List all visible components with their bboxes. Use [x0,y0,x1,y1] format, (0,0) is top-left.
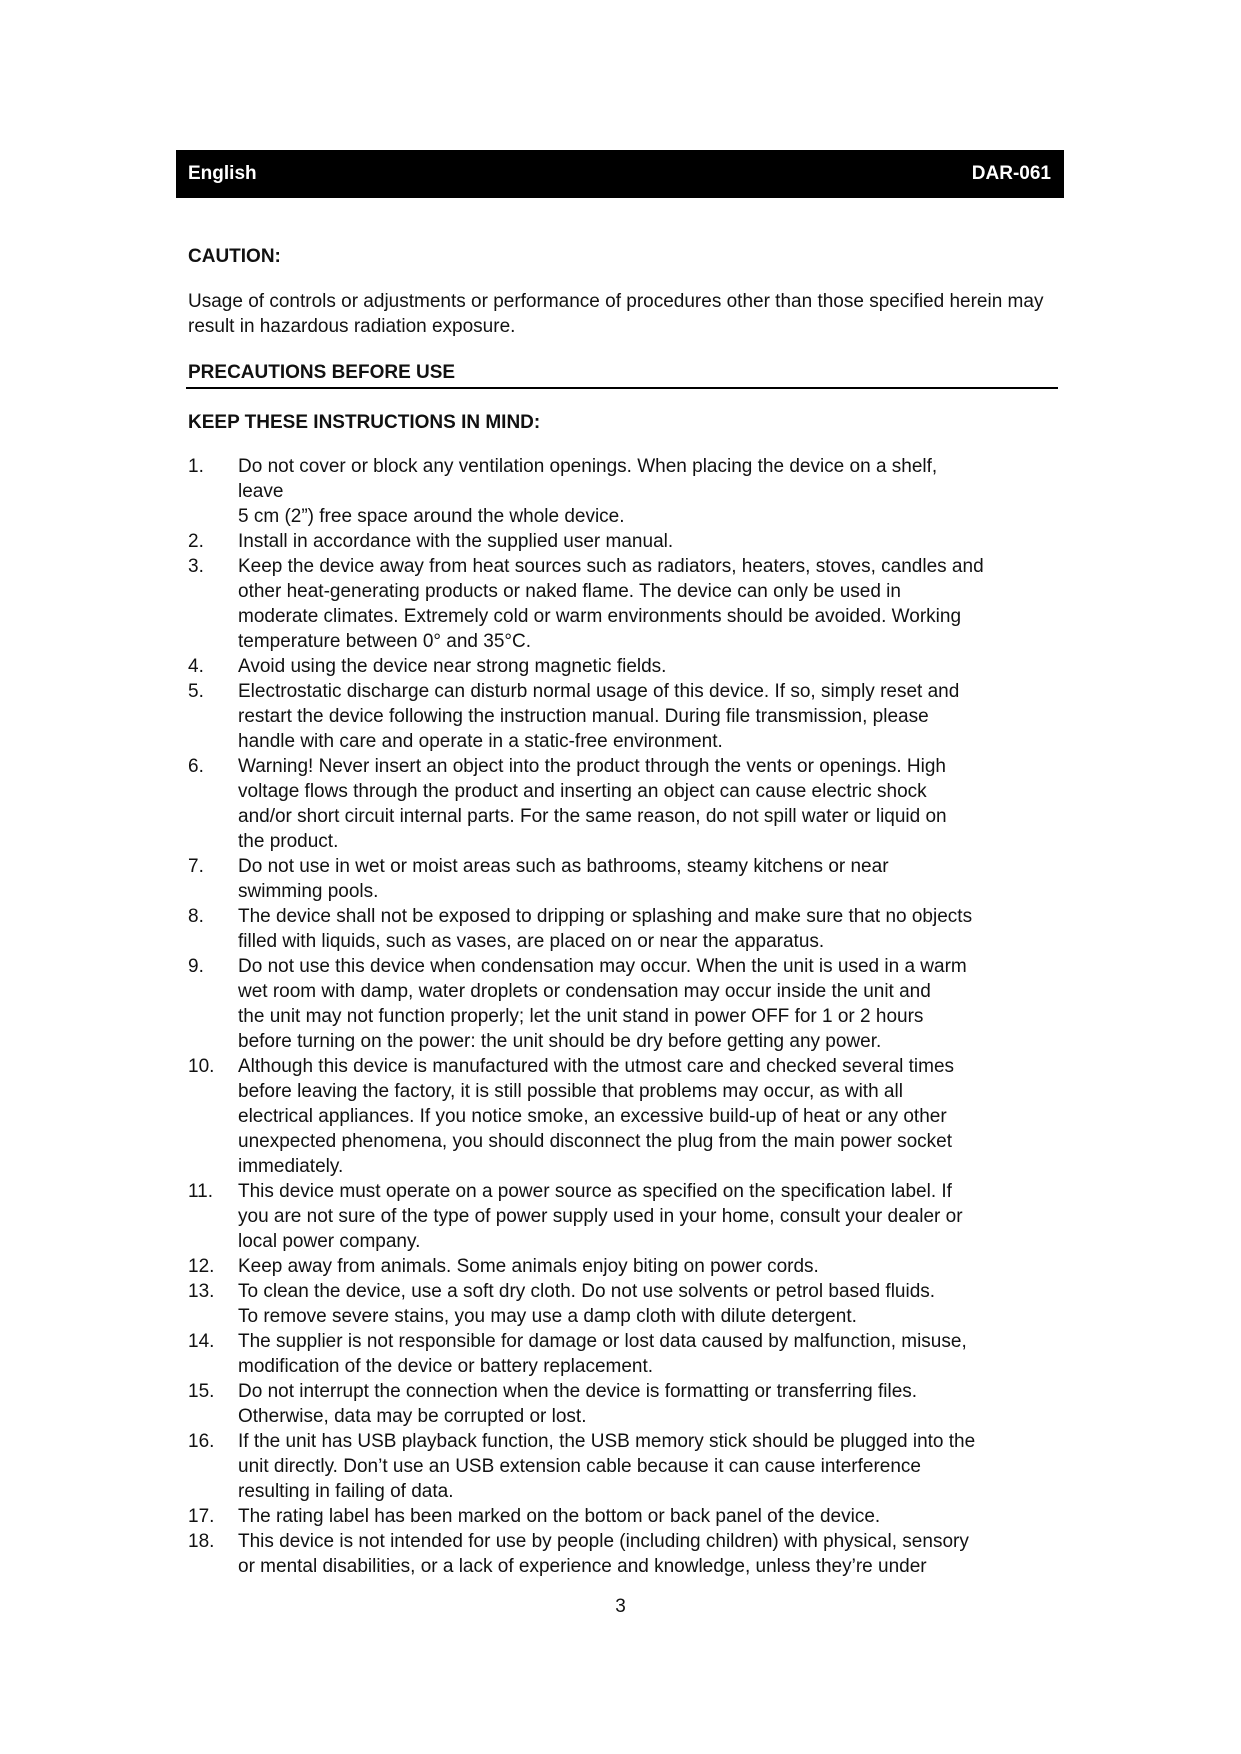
list-item [188,554,1068,654]
list-item-number: 6. [188,756,204,777]
list-item-line: before turning on the power: the unit should be dry before getting any power. [238,1031,882,1052]
list-item-line: swimming pools. [238,881,379,902]
list-item-number: 11. [188,1181,214,1202]
list-item [188,1529,1068,1579]
list-item-line: local power company. [238,1231,421,1252]
list-item-line: Do not use this device when condensation may occur. When the unit is used in a warm [238,956,967,977]
list-item-number: 1. [188,456,204,477]
list-item-number: 3. [188,556,204,577]
list-item [188,1329,1068,1379]
list-item-line: and/or short circuit internal parts. For the same reason, do not spill water or liquid on [238,806,947,827]
instructions-subheading: KEEP THESE INSTRUCTIONS IN MIND: [188,412,541,433]
list-item-number: 13. [188,1281,215,1302]
list-item-line: resulting in failing of data. [238,1481,454,1502]
list-item-line: or mental disabilities, or a lack of experience and knowledge, unless they’re under [238,1556,927,1577]
list-item [188,654,1068,679]
list-item-line: The supplier is not responsible for damage or lost data caused by malfunction, misuse, [238,1331,967,1352]
list-item [188,904,1068,954]
list-item-line: Warning! Never insert an object into the product through the vents or openings. High [238,756,946,777]
list-item-line: the product. [238,831,339,852]
list-item-line: Electrostatic discharge can disturb normal usage of this device. If so, simply reset and [238,681,960,702]
list-item-number: 8. [188,906,204,927]
list-item-line: filled with liquids, such as vases, are placed on or near the apparatus. [238,931,825,952]
list-item-line: restart the device following the instruction manual. During file transmission, please [238,706,929,727]
list-item [188,529,1068,554]
list-item-line: unexpected phenomena, you should disconnect the plug from the main power socket [238,1131,953,1152]
list-item-number: 4. [188,656,204,677]
list-item-line: Keep the device away from heat sources such as radiators, heaters, stoves, candles and [238,556,984,577]
list-item-line: you are not sure of the type of power supply used in your home, consult your dealer or [238,1206,963,1227]
list-item-line: before leaving the factory, it is still possible that problems may occur, as with all [238,1081,903,1102]
list-item [188,1429,1068,1504]
list-item-line: modification of the device or battery replacement. [238,1356,654,1377]
list-item [188,1379,1068,1429]
list-item [188,854,1068,904]
list-item [188,1179,1068,1254]
list-item-line: Install in accordance with the supplied user manual. [238,531,674,552]
list-item-line: the unit may not function properly; let the unit stand in power OFF for 1 or 2 hours [238,1006,924,1027]
list-item-line: Keep away from animals. Some animals enjoy biting on power cords. [238,1256,819,1277]
list-item-line: unit directly. Don’t use an USB extension cable because it can cause interference [238,1456,921,1477]
list-item-line: Otherwise, data may be corrupted or lost. [238,1406,587,1427]
instructions-list [188,454,1068,1579]
precautions-heading: PRECAUTIONS BEFORE USE [186,360,1058,389]
list-item-line: The rating label has been marked on the bottom or back panel of the device. [238,1506,881,1527]
list-item-number: 16. [188,1431,215,1452]
list-item-number: 17. [188,1506,215,1527]
list-item [188,679,1068,754]
list-item-line: leave [238,481,284,502]
list-item-line: immediately. [238,1156,344,1177]
list-item-line: Do not use in wet or moist areas such as bathrooms, steamy kitchens or near [238,856,889,877]
list-item [188,1254,1068,1279]
list-item [188,754,1068,854]
list-item-line: Avoid using the device near strong magnetic fields. [238,656,667,677]
list-item-line: Although this device is manufactured with the utmost care and checked several times [238,1056,955,1077]
list-item-line: 5 cm (2”) free space around the whole device. [238,506,625,527]
caution-text: Usage of controls or adjustments or performance of procedures other than those specified herein may result in hazardous radiation exposure. [188,291,1044,337]
list-item-number: 12. [188,1256,215,1277]
list-item-number: 7. [188,856,204,877]
list-item [188,454,1068,529]
list-item-line: If the unit has USB playback function, the USB memory stick should be plugged into the [238,1431,976,1452]
list-item-line: To clean the device, use a soft dry cloth. Do not use solvents or petrol based fluids. [238,1281,936,1302]
list-item-number: 18. [188,1531,215,1552]
list-item [188,1054,1068,1179]
list-item-line: electrical appliances. If you notice smoke, an excessive build-up of heat or any other [238,1106,947,1127]
list-item-line: moderate climates. Extremely cold or warm environments should be avoided. Working [238,606,962,627]
list-item-line: To remove severe stains, you may use a damp cloth with dilute detergent. [238,1306,857,1327]
list-item-number: 10. [188,1056,215,1077]
list-item-line: Do not interrupt the connection when the device is formatting or transferring files. [238,1381,918,1402]
list-item [188,954,1068,1054]
header-bar [176,150,1064,198]
list-item-line: This device must operate on a power source as specified on the specification label. If [238,1181,952,1202]
list-item-line: handle with care and operate in a static-free environment. [238,731,723,752]
page-number: 3 [615,1596,626,1617]
list-item-line: temperature between 0° and 35°C. [238,631,531,652]
list-item-line: This device is not intended for use by people (including children) with physical, sensory [238,1531,969,1552]
list-item-line: voltage flows through the product and inserting an object can cause electric shock [238,781,927,802]
list-item-number: 15. [188,1381,215,1402]
list-item-line: Do not cover or block any ventilation openings. When placing the device on a shelf, [238,456,938,477]
list-item-number: 14. [188,1331,215,1352]
list-item-number: 9. [188,956,204,977]
list-item [188,1279,1068,1329]
list-item-number: 2. [188,531,204,552]
header-language: English [188,163,257,184]
caution-title: CAUTION: [188,246,281,267]
list-item-line: The device shall not be exposed to dripping or splashing and make sure that no objects [238,906,973,927]
list-item-number: 5. [188,681,204,702]
header-model: DAR-061 [971,163,1051,184]
list-item [188,1504,1068,1529]
list-item-line: wet room with damp, water droplets or condensation may occur inside the unit and [238,981,931,1002]
list-item-line: other heat-generating products or naked flame. The device can only be used in [238,581,901,602]
